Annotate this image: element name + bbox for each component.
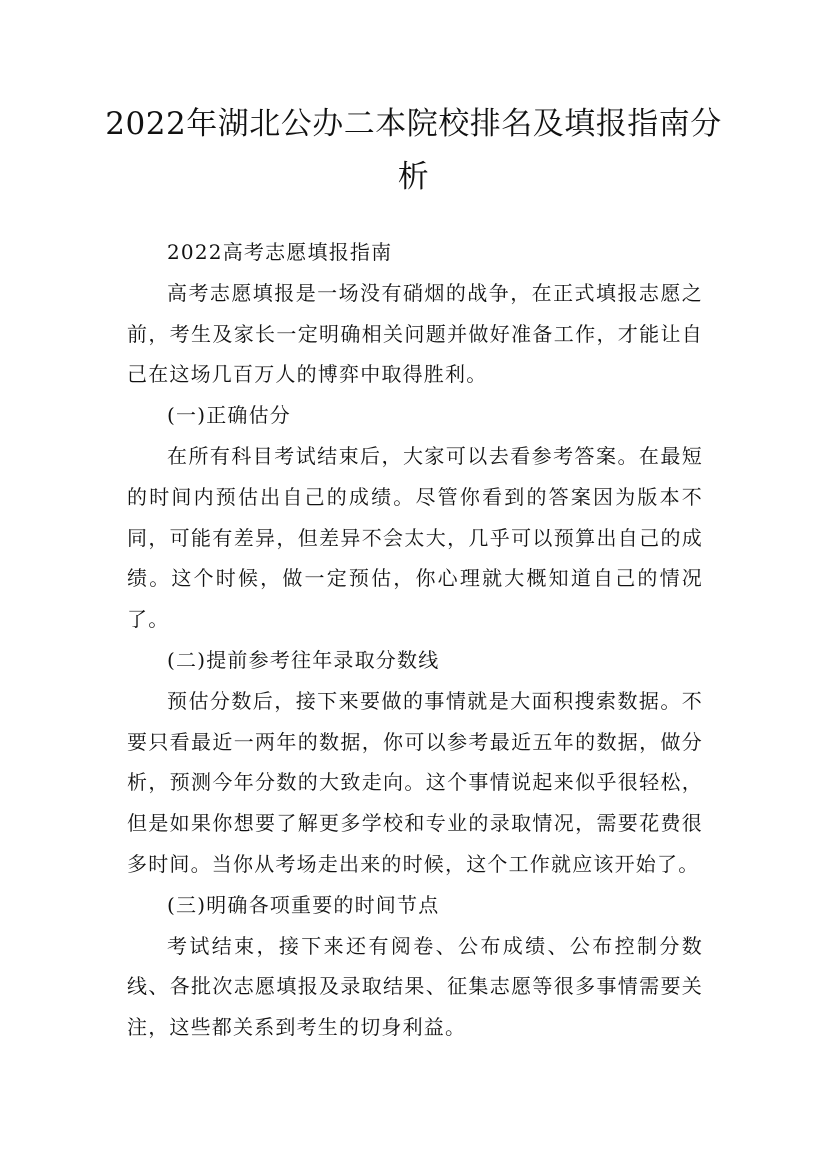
section-heading-1: (一)正确估分	[167, 403, 292, 428]
paragraph-section-3: 考试结束，接下来还有阅卷、公布成绩、公布控制分数线、各批次志愿填报及录取结果、征集志愿等很多事情需要关注，这些都关系到考生的切身利益。	[127, 933, 703, 1040]
paragraph-section-2: 预估分数后，接下来要做的事情就是大面积搜索数据。不要只看最近一两年的数据，你可以参考最近五年的数据，做分析，预测今年分数的大致走向。这个事情说起来似乎很轻松，但是如果你想要了解更多学校和专业的录取情况，需要花费很多时间。当你从考场走出来的时候，这个工作就应该开始了。	[127, 688, 703, 876]
section-heading-3: (三)明确各项重要的时间节点	[167, 892, 440, 917]
document-body	[127, 232, 703, 1048]
paragraph-intro: 高考志愿填报是一场没有硝烟的战争，在正式填报志愿之前，考生及家长一定明确相关问题并做好准备工作，才能让自己在这场几百万人的博弈中取得胜利。	[127, 280, 703, 387]
subtitle-guide: 2022高考志愿填报指南	[167, 240, 393, 264]
paragraph-section-1: 在所有科目考试结束后，大家可以去看参考答案。在最短的时间内预估出自己的成绩。尽管你看到的答案因为版本不同，可能有差异，但差异不会太大，几乎可以预算出自己的成绩。这个时候，做一定预估，你心理就大概知道自己的情况了。	[127, 443, 703, 632]
section-heading-2: (二)提前参考往年录取分数线	[167, 647, 440, 672]
document-title: 2022年湖北公办二本院校排名及填报指南分析	[105, 106, 722, 195]
